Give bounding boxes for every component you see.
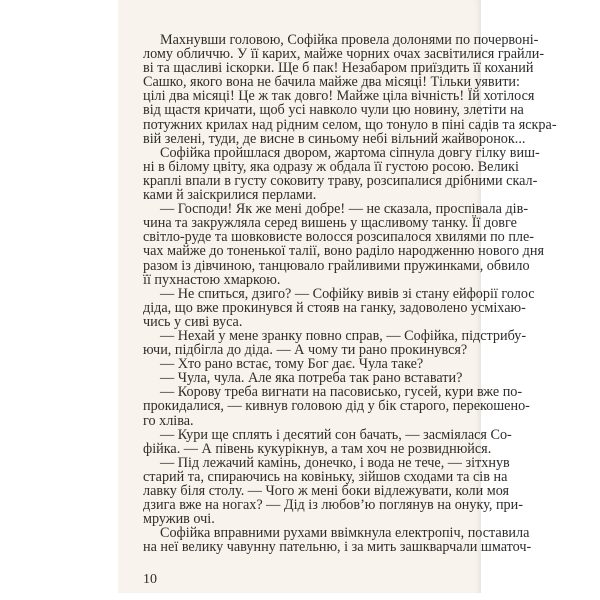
text-line: — Корову треба вигнати на пасовисько, гусей, кури вже по- xyxy=(160,384,523,401)
text-line: Махнувши головою, Софійка провела долонями по почервоні- xyxy=(160,32,539,48)
text-line: — Господи! Як же мені добре! — не сказала, проспівала дів- xyxy=(160,201,529,218)
text-line: — Кури ще сплять і десятий сон бачать, — засміялася Со- xyxy=(160,426,512,443)
text-line: світло-руде та шовковисте волосся розсипалося хвилями по пле- xyxy=(143,229,535,246)
text-line: — Чула, чула. Але яка потреба так рано вставати? xyxy=(160,370,463,387)
text-line: мружив очі. xyxy=(143,511,215,528)
text-line: Софійка пройшлася двором, жартома сіпнула довгу гілку виш- xyxy=(160,144,540,161)
text-line: потужних крилах над рідним селом, що тонуло в піні садів та яскра- xyxy=(143,116,557,133)
text-line: ві та щасливі іскорки. Ще б пак! Незабаром приїздить її коханий xyxy=(143,60,534,77)
text-line: чах майже до тоненької талії, воно раділо народженню нового дня xyxy=(143,243,544,260)
text-line: від щастя кричати, щоб усі навколо чули цю новину, злетіти на xyxy=(143,102,524,119)
text-line: діда, що вже прокинувся й стояв на ганку, задоволено усміхаю- xyxy=(143,299,526,316)
page-body-text xyxy=(143,32,557,556)
text-line: чина та закружляла серед вишень у щасливому танку. Її довге xyxy=(143,215,517,232)
text-line: фійка. — А півень кукурікнув, а там хоч не розвиднюйся. xyxy=(143,440,492,457)
text-line: разом із дівчиною, танцювало грайливими пружинками, обвило xyxy=(143,257,530,274)
text-line: лому обличчю. У її карих, майже чорних очах засвітилися грайли- xyxy=(143,46,545,63)
text-line: ючи, підбігла до діда. — А чому ти рано прокинувся? xyxy=(143,342,468,359)
text-line: лавку біля столу. — Чого ж мені боки відлежувати, коли моя xyxy=(143,483,510,499)
text-line: дзига вже на ногах? — Дід із любов’ю поглянув на онуку, при- xyxy=(143,497,523,514)
text-line: прокидалися, — кивнув головою дід у бік старого, перекошено- xyxy=(143,398,530,415)
text-line: вій зелені, туди, де висне в синьому небі вільний жайворонок... xyxy=(143,130,526,147)
text-line: її пухнастою хмаркою. xyxy=(143,271,281,288)
text-line: го хліва. xyxy=(143,412,194,429)
text-line: — Під лежачий камінь, донечко, і вода не тече, — зітхнув xyxy=(160,454,510,471)
text-line: краплі впали в густу соковиту траву, розсипалися дрібними скал- xyxy=(143,172,538,189)
text-line: на неї велику чавунну пательню, і за мить зашкварчали шматоч- xyxy=(143,539,532,556)
text-line: цілі два місяці! Це ж так довго! Майже ціла вічність! Їй хотілося xyxy=(143,88,535,105)
page-number: 10 xyxy=(143,572,157,587)
text-line: ні в білому цвіту, яка одразу ж обдала її густою росою. Великі xyxy=(143,158,519,175)
text-line: — Хто рано встає, тому Бог дає. Чула таке? xyxy=(160,356,424,373)
text-line: старий та, спираючись на ковіньку, зійшов сходами та сів на xyxy=(143,468,508,485)
text-line: чись у сиві вуса. xyxy=(143,313,243,330)
text-line: Софійка вправними рухами ввімкнула електропіч, поставила xyxy=(160,525,530,542)
text-line: — Нехай у мене зранку повно справ, — Софійка, підстрибу- xyxy=(160,327,527,344)
text-line: — Не спиться, дзиго? — Софійку вивів зі стану ейфорії голос xyxy=(160,285,535,302)
text-line: ками й заіскрилися перлами. xyxy=(143,187,317,204)
text-line: Сашко, якого вона не бачила майже два місяці! Тільки уявити: xyxy=(143,74,520,91)
book-page xyxy=(118,0,557,593)
